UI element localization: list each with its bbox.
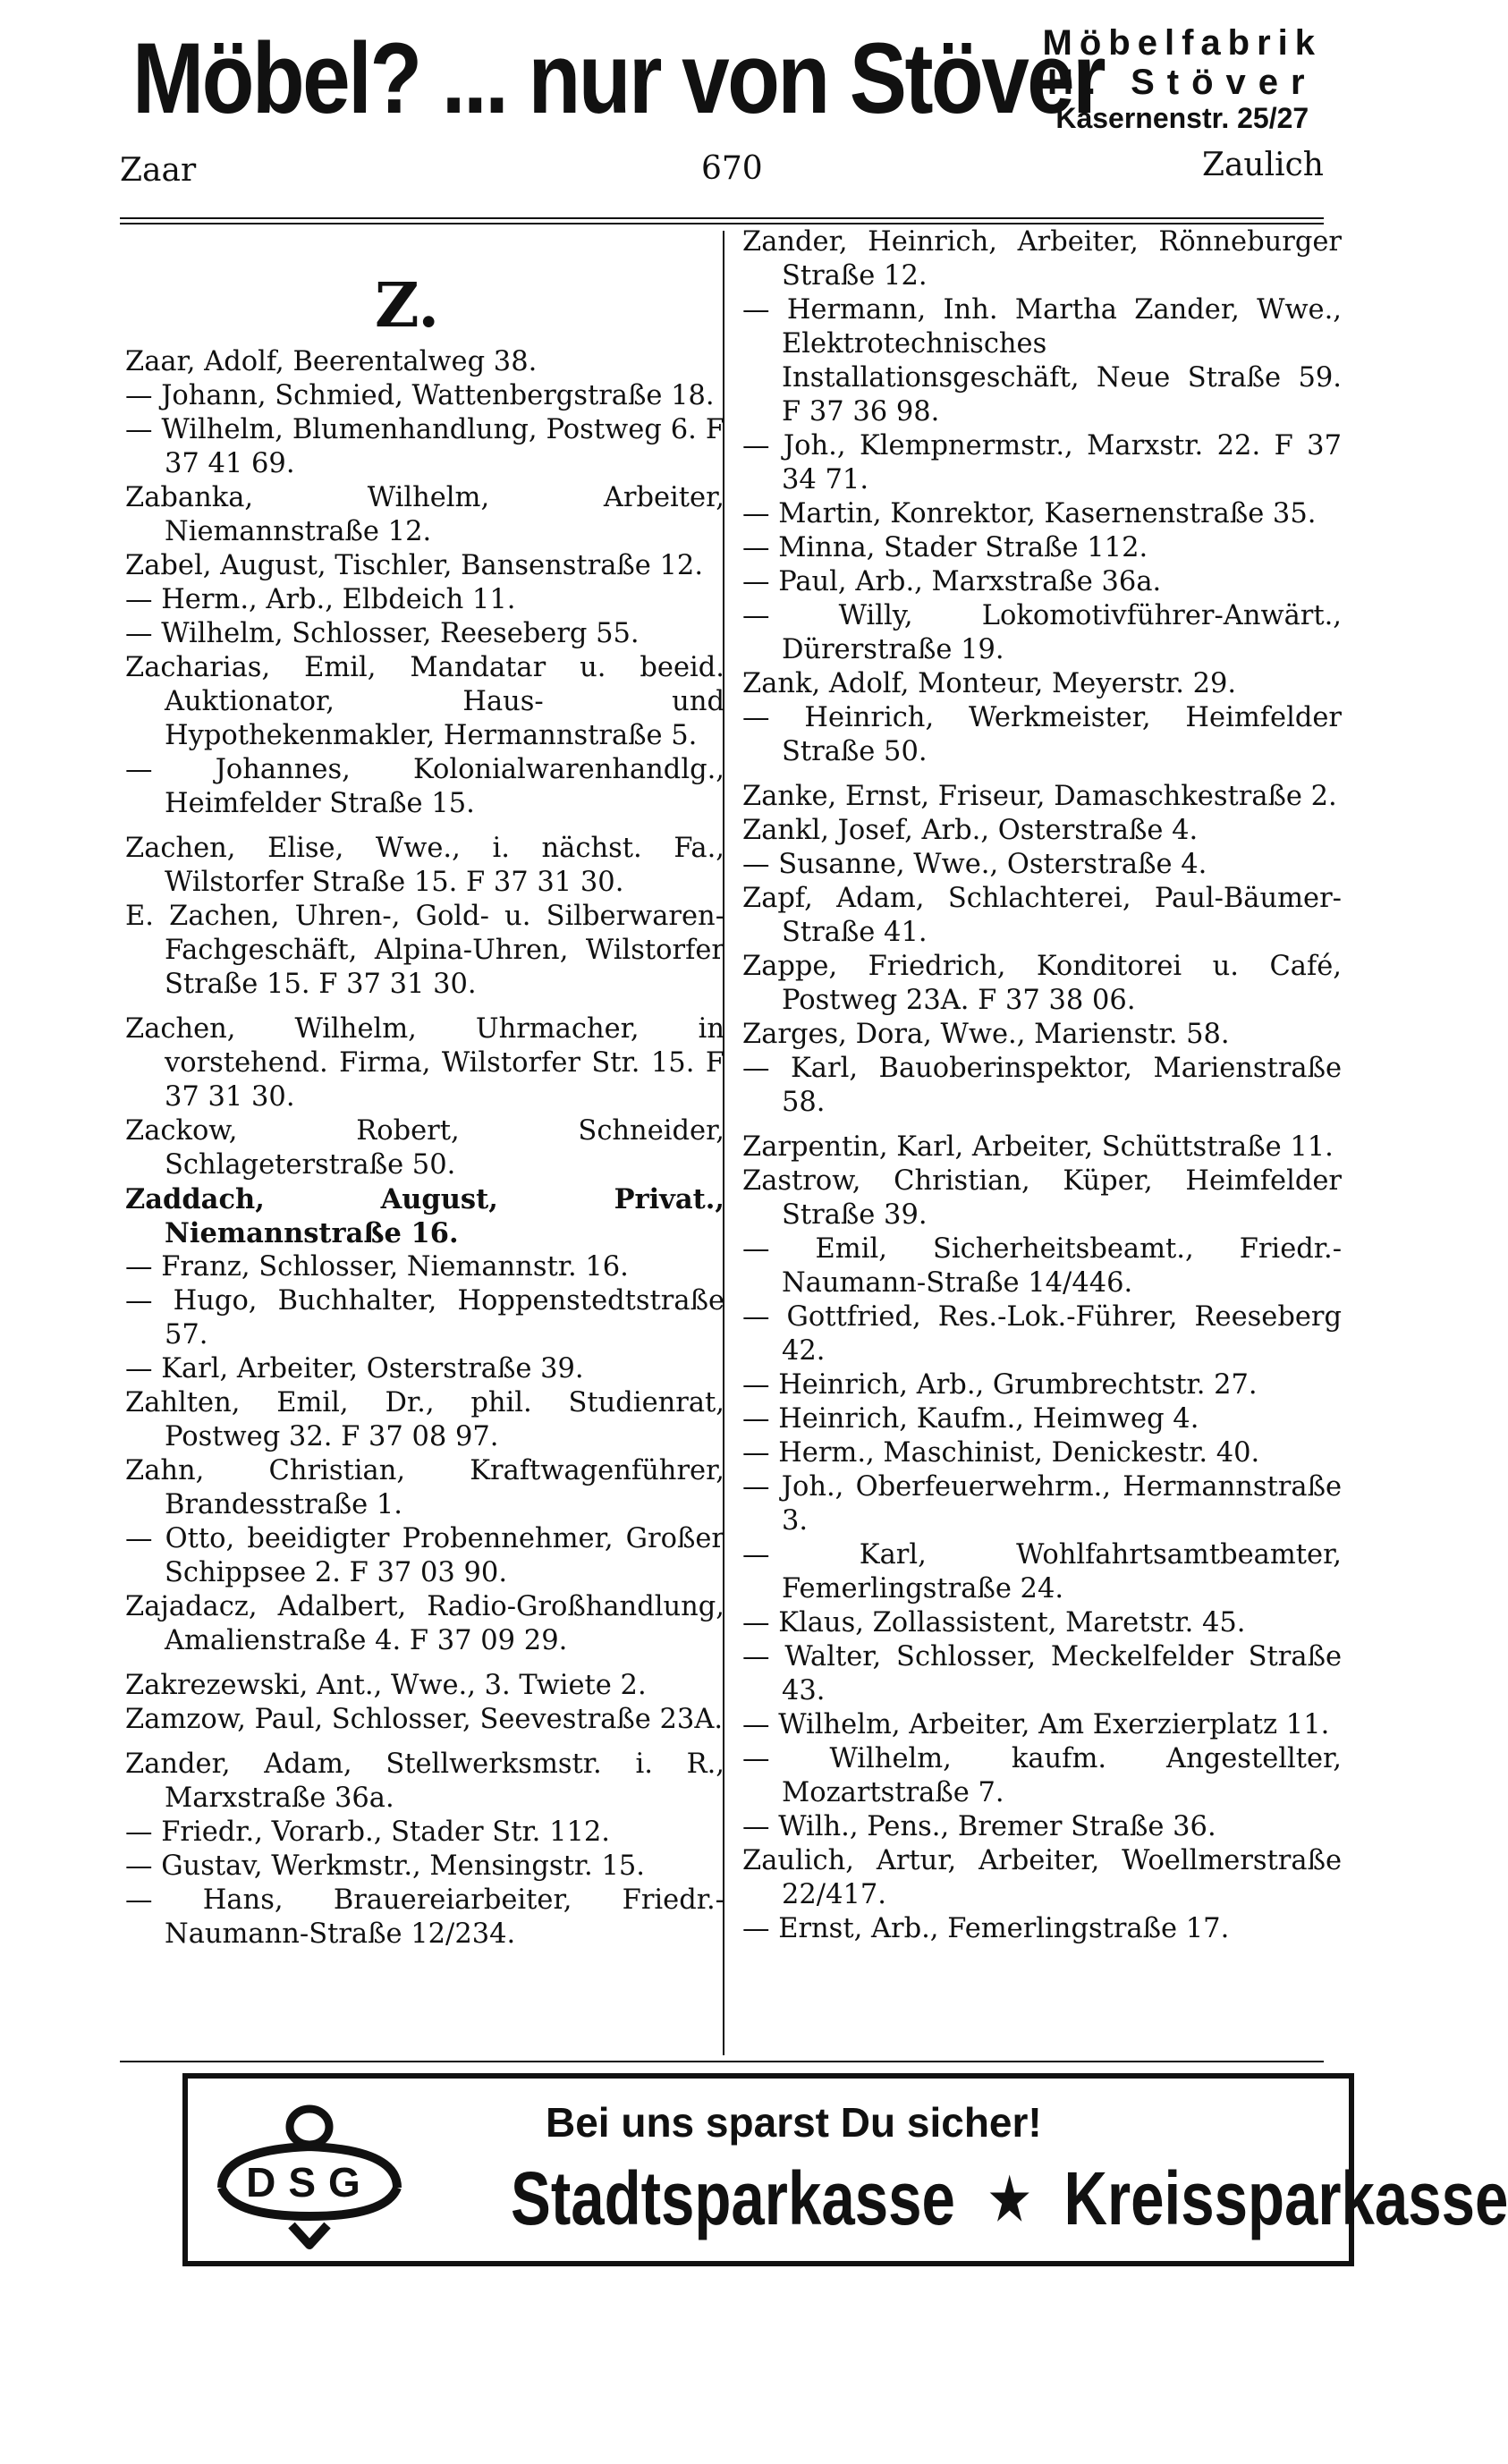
ad-slogan: Möbel? ... nur von Stöver	[132, 22, 1105, 134]
page-number: 670	[701, 150, 763, 187]
directory-entry: Zaddach, August, Privat., Niemannstraße 16.	[125, 1183, 724, 1249]
directory-entry: — Ernst, Arb., Femerlingstraße 17.	[742, 1913, 1230, 1944]
directory-entry: — Wilhelm, Blumenhandlung, Postweg 6. F 37 41 69.	[125, 414, 724, 479]
ad-firm-line1: Möbelfabrik	[1042, 23, 1322, 63]
running-head-right: Zaulich	[1201, 147, 1324, 183]
directory-entry: — Martin, Konrektor, Kasernenstraße 35.	[742, 498, 1317, 529]
directory-entry: — Walter, Schlosser, Meckelfelder Straße 43.	[742, 1641, 1342, 1706]
logo-text: DSG	[246, 2159, 373, 2206]
directory-entry: — Karl, Wohlfahrtsamtbeamter, Femerlingstraße 24.	[742, 1539, 1342, 1605]
star-icon: ★	[988, 2167, 1030, 2231]
directory-entry: — Johann, Schmied, Wattenbergstraße 18.	[125, 380, 715, 411]
directory-entry: Zamzow, Paul, Schlosser, Seevestraße 23A.	[125, 1704, 724, 1735]
ad-firm-line3: Kasernenstr. 25/27	[1055, 102, 1309, 134]
directory-entry: — Heinrich, Werkmeister, Heimfelder Straße 50.	[742, 702, 1342, 767]
directory-entry: Zaar, Adolf, Beerentalweg 38.	[125, 346, 538, 377]
directory-entry: E. Zachen, Uhren-, Gold- u. Silberwaren-Fachgeschäft, Alpina-Uhren, Wilstorfer Straße 15. F 37 31 30.	[125, 901, 724, 1000]
directory-entry: Zappe, Friedrich, Konditorei u. Café, Postweg 23A. F 37 38 06.	[742, 951, 1342, 1016]
header-double-rule	[120, 217, 1324, 224]
column-divider	[723, 231, 724, 2055]
directory-entry: Zachen, Elise, Wwe., i. nächst. Fa., Wilstorfer Straße 15. F 37 31 30.	[125, 833, 724, 898]
directory-entry: Zander, Heinrich, Arbeiter, Rönneburger Straße 12.	[742, 226, 1342, 292]
directory-entry: — Heinrich, Kaufm., Heimweg 4.	[742, 1403, 1199, 1435]
directory-entry: — Joh., Klempnermstr., Marxstr. 22. F 37 34 71.	[742, 430, 1342, 495]
directory-entry: Zahlten, Emil, Dr., phil. Studienrat, Postweg 32. F 37 08 97.	[125, 1387, 724, 1452]
directory-entry: Zarpentin, Karl, Arbeiter, Schüttstraße 11.	[742, 1131, 1334, 1163]
directory-entry: Zander, Adam, Stellwerksmstr. i. R., Marxstraße 36a.	[125, 1749, 724, 1814]
bank-name-stadt: Stadtsparkasse	[511, 2156, 955, 2240]
right-column	[742, 225, 1342, 1946]
ad-firm-line2: H. Stöver	[1046, 63, 1317, 102]
directory-entry: Zakrezewski, Ant., Wwe., 3. Twiete 2.	[125, 1670, 647, 1701]
directory-entry: — Wilhelm, Schlosser, Reeseberg 55.	[125, 618, 640, 649]
directory-entry: Zanke, Ernst, Friseur, Damaschkestraße 2.	[742, 781, 1337, 812]
directory-entry: — Otto, beeidigter Probennehmer, Großer Schippsee 2. F 37 03 90.	[125, 1523, 724, 1588]
ad-bank-names	[511, 2154, 1508, 2249]
directory-entry: Zachen, Wilhelm, Uhrmacher, in vorstehend. Firma, Wilstorfer Str. 15. F 37 31 30.	[125, 1013, 724, 1113]
directory-entry: — Hans, Brauereiarbeiter, Friedr.-Naumann-Straße 12/234.	[125, 1884, 724, 1950]
directory-entry: — Klaus, Zollassistent, Maretstr. 45.	[742, 1607, 1246, 1638]
directory-entry: Zacharias, Emil, Mandatar u. beeid. Auktionator, Haus- und Hypothekenmakler, Hermannstraße 5.	[125, 652, 724, 751]
directory-entry: Zahn, Christian, Kraftwagenführer, Brandesstraße 1.	[125, 1455, 724, 1520]
footer-rule	[120, 2061, 1324, 2062]
directory-entry: Zabel, August, Tischler, Bansenstraße 12.	[125, 550, 704, 581]
directory-entry: — Wilhelm, kaufm. Angestellter, Mozartstraße 7.	[742, 1743, 1342, 1808]
left-column	[125, 225, 724, 1952]
top-advertisement	[132, 16, 1322, 141]
directory-entry: — Wilhelm, Arbeiter, Am Exerzierplatz 11.	[742, 1709, 1330, 1740]
directory-entry: Zapf, Adam, Schlachterei, Paul-Bäumer-Straße 41.	[742, 883, 1342, 948]
directory-entry: — Gustav, Werkmstr., Mensingstr. 15.	[125, 1850, 645, 1882]
ad-firm-block	[1043, 25, 1322, 132]
directory-entry: — Johannes, Kolonialwarenhandlg., Heimfelder Straße 15.	[125, 754, 724, 819]
sparkasse-logo-icon	[206, 2091, 413, 2257]
directory-entry: — Paul, Arb., Marxstraße 36a.	[742, 566, 1162, 597]
directory-entry: — Heinrich, Arb., Grumbrechtstr. 27.	[742, 1369, 1258, 1401]
directory-entry: Zackow, Robert, Schneider, Schlageterstraße 50.	[125, 1115, 724, 1181]
directory-entry: Zajadacz, Adalbert, Radio-Großhandlung, Amalienstraße 4. F 37 09 29.	[125, 1591, 724, 1656]
directory-entry: — Herm., Arb., Elbdeich 11.	[125, 584, 516, 615]
directory-entry: Zankl, Josef, Arb., Osterstraße 4.	[742, 815, 1199, 846]
directory-entry: Zaulich, Artur, Arbeiter, Woellmerstraße 22/417.	[742, 1845, 1342, 1910]
directory-entry: — Karl, Bauoberinspektor, Marienstraße 58.	[742, 1053, 1342, 1118]
directory-entry: — Susanne, Wwe., Osterstraße 4.	[742, 849, 1207, 880]
directory-entry: — Franz, Schlosser, Niemannstr. 16.	[125, 1251, 629, 1283]
directory-entry: — Gottfried, Res.-Lok.-Führer, Reeseberg 42.	[742, 1301, 1342, 1367]
directory-entry: — Herm., Maschinist, Denickestr. 40.	[742, 1437, 1260, 1469]
directory-entry: — Hugo, Buchhalter, Hoppenstedtstraße 57.	[125, 1285, 724, 1351]
directory-entry: — Willy, Lokomotivführer-Anwärt., Dürerstraße 19.	[742, 600, 1342, 665]
directory-entry: — Minna, Stader Straße 112.	[742, 532, 1148, 563]
bank-name-kreis: Kreissparkasse	[1063, 2156, 1508, 2240]
directory-entry: — Joh., Oberfeuerwehrm., Hermannstraße 3.	[742, 1471, 1342, 1537]
running-head	[120, 143, 1324, 197]
directory-entry: — Friedr., Vorarb., Stader Str. 112.	[125, 1816, 610, 1848]
bottom-advertisement	[182, 2073, 1508, 2266]
ad-tagline: Bei uns sparst Du sicher!	[546, 2099, 1042, 2146]
directory-entry: — Wilh., Pens., Bremer Straße 36.	[742, 1811, 1216, 1842]
running-head-left: Zaar	[120, 152, 197, 189]
directory-entry: Zastrow, Christian, Küper, Heimfelder Straße 39.	[742, 1165, 1342, 1231]
directory-entry: Zabanka, Wilhelm, Arbeiter, Niemannstraße 12.	[125, 482, 724, 547]
directory-entry: Zarges, Dora, Wwe., Marienstr. 58.	[742, 1019, 1230, 1050]
section-letter: Z.	[374, 270, 440, 342]
directory-entry: — Karl, Arbeiter, Osterstraße 39.	[125, 1353, 584, 1384]
directory-entry: — Emil, Sicherheitsbeamt., Friedr.-Naumann-Straße 14/446.	[742, 1233, 1342, 1299]
directory-entry: Zank, Adolf, Monteur, Meyerstr. 29.	[742, 668, 1237, 699]
directory-entry: — Hermann, Inh. Martha Zander, Wwe., Elektrotechnisches Installationsgeschäft, Neue Straße 59. F 37 36 98.	[742, 294, 1342, 428]
